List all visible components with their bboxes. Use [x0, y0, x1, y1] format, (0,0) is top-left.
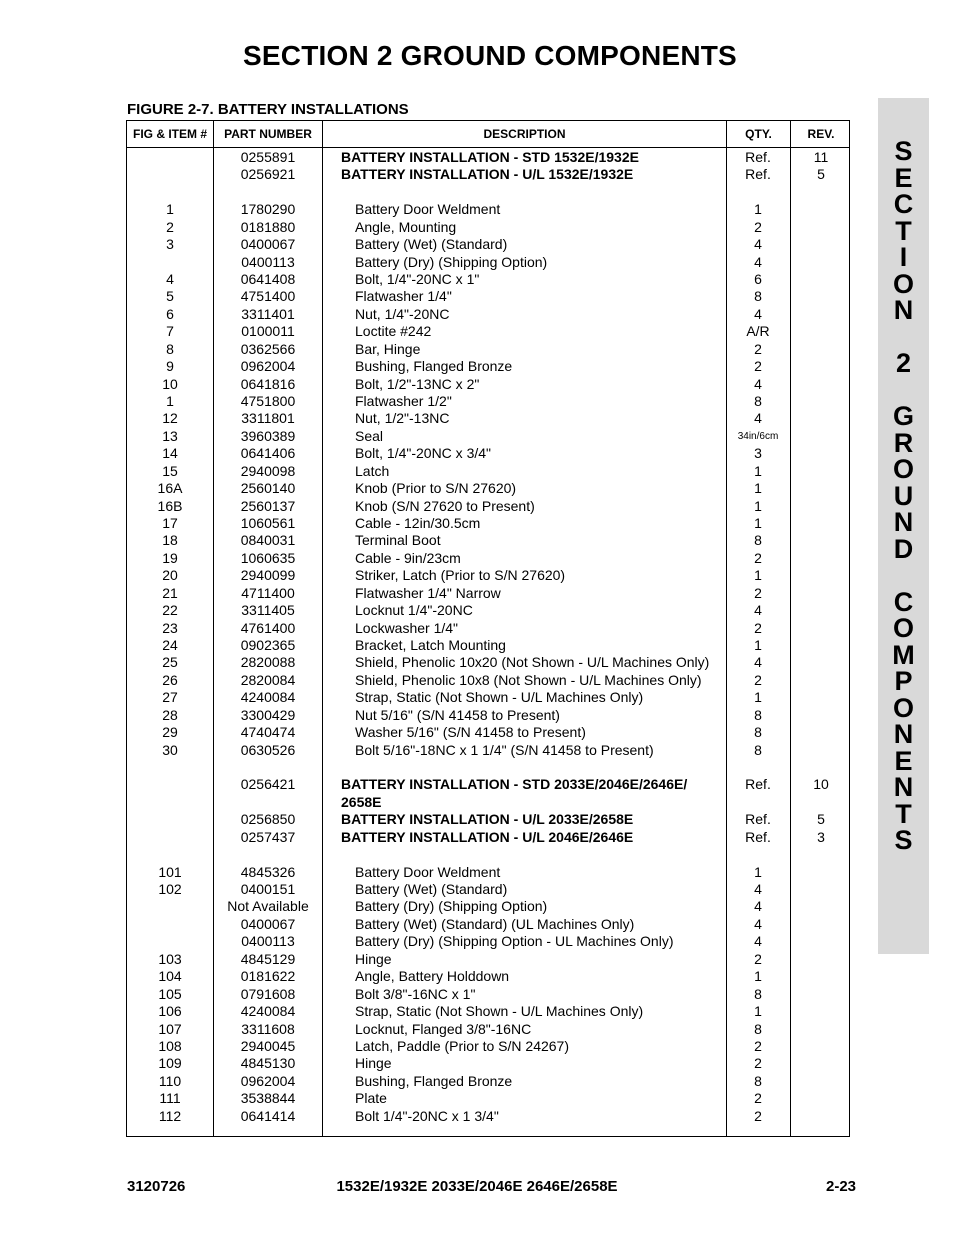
part-number-cell: 2940099 [240, 567, 296, 584]
qty-cell: 2 [754, 619, 762, 636]
fig-item-cell: 16A [157, 480, 183, 497]
qty-cell: Ref. [745, 828, 771, 845]
fig-item-cell: 9 [166, 358, 174, 375]
description-cell: Latch, Paddle (Prior to S/N 24267) [355, 1037, 570, 1054]
part-number-cell: 2940098 [240, 462, 296, 479]
part-number-cell: 0362566 [240, 340, 296, 357]
fig-item-cell: 29 [162, 724, 178, 741]
part-number-cell: 3311405 [241, 602, 295, 619]
description-cell: Nut, 1/2"-13NC [355, 410, 450, 427]
header-part-number: PART NUMBER [224, 127, 312, 141]
qty-cell: 1 [754, 497, 762, 514]
description-cell: Seal [355, 427, 384, 444]
sidebar-letter: O [892, 454, 914, 484]
qty-cell: 2 [754, 671, 762, 688]
fig-item-cell: 106 [158, 1003, 182, 1020]
fig-item-cell: 5 [166, 288, 174, 305]
qty-cell: 8 [754, 724, 762, 741]
qty-cell: 8 [754, 532, 762, 549]
description-cell: Battery (Wet) (Standard) [355, 881, 508, 898]
description-cell: Nut 5/16" (S/N 41458 to Present) [355, 706, 560, 723]
fig-item-cell: 10 [162, 375, 178, 392]
parts-table [126, 120, 850, 1137]
column-divider [790, 121, 791, 1136]
qty-cell: Ref. [745, 149, 771, 165]
description-cell: Flatwasher 1/4" Narrow [355, 584, 501, 601]
description-cell: Battery (Dry) (Shipping Option) [355, 898, 548, 915]
part-number-cell: 3300429 [240, 706, 296, 723]
table-header [127, 121, 849, 148]
qty-cell: 4 [754, 881, 762, 898]
qty-cell: 8 [754, 706, 762, 723]
qty-cell: 2 [754, 584, 762, 601]
qty-cell: 3 [754, 445, 762, 462]
fig-item-cell: 18 [162, 532, 178, 549]
part-number-cell: 0257437 [240, 828, 296, 845]
description-cell: Terminal Boot [355, 532, 441, 549]
description-cell: Bolt, 1/4"-20NC x 3/4" [355, 445, 492, 462]
fig-item-cell: 17 [162, 515, 178, 532]
description-cell: Washer 5/16" (S/N 41458 to Present) [355, 724, 586, 741]
footer-page-number: 2-23 [826, 1178, 857, 1195]
fig-item-cell: 109 [158, 1055, 182, 1072]
header-rev: REV. [807, 127, 835, 141]
qty-cell: 8 [754, 1020, 762, 1037]
sidebar-letter: D [893, 533, 914, 564]
description-cell: Bolt 1/4"-20NC x 1 3/4" [355, 1107, 499, 1124]
qty-cell: 1 [754, 567, 762, 584]
description-cell: Battery (Dry) (Shipping Option - UL Machines Only) [355, 933, 674, 950]
qty-cell: 2 [754, 1055, 762, 1072]
part-number-cell: 0641406 [240, 445, 296, 462]
part-number-cell: 4845130 [240, 1055, 296, 1072]
rev-cell: 5 [817, 166, 825, 183]
part-number-cell: 0962004 [240, 358, 296, 375]
description-cell: Bracket, Latch Mounting [355, 637, 506, 654]
fig-item-cell: 16B [157, 497, 183, 514]
description-cell: Bolt, 1/4"-20NC x 1" [355, 271, 480, 287]
sidebar-letter: N [893, 772, 914, 802]
part-number-cell: 0256921 [240, 166, 296, 183]
description-cell: Flatwasher 1/2" [355, 393, 452, 410]
fig-item-cell: 105 [158, 985, 182, 1002]
qty-cell: 6 [754, 271, 762, 287]
rev-cell: 3 [817, 828, 825, 845]
part-number-cell: 0400113 [241, 933, 295, 950]
fig-item-cell: 8 [166, 340, 174, 357]
description-cell: Shield, Phenolic 10x8 (Not Shown - U/L Machines Only) [355, 671, 702, 688]
description-cell: BATTERY INSTALLATION - U/L 1532E/1932E [341, 166, 634, 183]
qty-cell: 4 [754, 236, 762, 253]
description-cell: Nut, 1/4"-20NC [355, 305, 450, 322]
part-number-cell: 4845326 [240, 863, 296, 880]
qty-cell: 1 [754, 637, 762, 654]
part-number-cell: 2560137 [240, 497, 296, 514]
description-cell: Battery (Dry) (Shipping Option) [355, 253, 548, 270]
sidebar-letter: T [895, 215, 912, 246]
qty-cell: 2 [754, 1090, 762, 1107]
rev-cell: 11 [813, 149, 829, 165]
part-number-cell: 1780290 [240, 201, 296, 218]
part-number-cell: 0400067 [240, 915, 296, 932]
header-description: DESCRIPTION [483, 127, 566, 141]
section-title: SECTION 2 GROUND COMPONENTS [243, 40, 737, 71]
description-cell: BATTERY INSTALLATION - U/L 2046E/2646E [341, 828, 634, 845]
fig-item-cell: 6 [166, 305, 174, 322]
sidebar-letter: P [894, 666, 913, 696]
fig-item-cell: 101 [158, 863, 182, 880]
description-cell: BATTERY INSTALLATION - STD 2033E/2046E/2646E/ [341, 776, 688, 793]
description-cell: Bolt, 1/2"-13NC x 2" [355, 375, 480, 392]
part-number-cell: 4240084 [240, 689, 296, 706]
part-number-cell: 3538844 [240, 1090, 296, 1107]
fig-item-cell: 14 [162, 445, 178, 462]
description-cell: Striker, Latch (Prior to S/N 27620) [355, 567, 566, 584]
qty-cell: 2 [754, 340, 762, 357]
part-number-cell: 3311401 [241, 305, 295, 322]
qty-cell: 34in/6cm [737, 430, 779, 442]
sidebar-letter: C [893, 189, 914, 219]
sidebar-letter: R [893, 427, 914, 458]
sidebar-letter: C [893, 586, 914, 617]
part-number-cell: 0181880 [240, 218, 296, 235]
sidebar-letter: O [892, 613, 914, 643]
part-number-cell: 0641414 [240, 1107, 296, 1124]
qty-cell: 1 [754, 462, 762, 479]
description-cell: Flatwasher 1/4" [355, 288, 452, 305]
part-number-cell: 0100011 [241, 323, 295, 340]
part-number-cell: 0641408 [240, 271, 296, 287]
part-number-cell: 4240084 [240, 1003, 296, 1020]
part-number-cell: 0400151 [240, 881, 296, 898]
part-number-cell: 0181622 [240, 968, 296, 985]
qty-cell: 4 [754, 898, 762, 915]
fig-item-cell: 110 [158, 1072, 182, 1089]
fig-item-cell: 111 [159, 1090, 181, 1107]
sidebar-letter: N [893, 295, 914, 325]
description-cell: Loctite #242 [355, 323, 432, 340]
fig-item-cell: 2 [166, 218, 174, 235]
qty-cell: 4 [754, 375, 762, 392]
part-number-cell: 0962004 [240, 1072, 296, 1089]
part-number-cell: 0256421 [240, 776, 296, 793]
qty-cell: A/R [746, 323, 770, 340]
description-cell: Bushing, Flanged Bronze [355, 1072, 513, 1089]
qty-cell: 4 [754, 410, 762, 427]
qty-cell: 4 [754, 933, 762, 950]
description-cell: Bolt 5/16"-18NC x 1 1/4" (S/N 41458 to Present) [355, 741, 654, 758]
sidebar-letter: G [892, 401, 914, 431]
description-cell: Knob (S/N 27620 to Present) [355, 497, 535, 514]
part-number-cell: 2560140 [240, 480, 296, 497]
fig-item-cell: 27 [162, 689, 178, 706]
fig-item-cell: 30 [162, 741, 178, 758]
qty-cell: 1 [754, 1003, 762, 1020]
qty-cell: 8 [754, 393, 762, 410]
rev-cell: 10 [813, 776, 829, 793]
sidebar-gap [878, 324, 929, 351]
fig-item-cell: 108 [158, 1037, 182, 1054]
fig-item-cell: 21 [162, 584, 178, 601]
description-cell: Shield, Phenolic 10x20 (Not Shown - U/L Machines Only) [355, 654, 710, 671]
part-number-cell: 1060635 [240, 549, 296, 566]
fig-item-cell: 24 [162, 637, 178, 654]
part-number-cell: 2940045 [240, 1037, 296, 1054]
description-cell: Bolt 3/8"-16NC x 1" [355, 985, 476, 1002]
part-number-cell: 4751800 [240, 393, 296, 410]
part-number-cell: 0840031 [240, 532, 296, 549]
part-number-cell: 3311801 [241, 410, 295, 427]
description-cell: Battery Door Weldment [355, 201, 501, 218]
fig-item-cell: 102 [158, 881, 182, 898]
column-divider [322, 121, 323, 1136]
description-cell: Plate [355, 1090, 387, 1107]
sidebar-letter: O [892, 268, 914, 299]
sidebar-letter: 2 [895, 348, 912, 378]
qty-cell: 1 [754, 515, 762, 532]
description-cell: 2658E [341, 793, 382, 810]
part-number-cell: 0902365 [240, 637, 296, 654]
qty-cell: 4 [754, 915, 762, 932]
sidebar-label [878, 138, 929, 854]
description-cell: BATTERY INSTALLATION - STD 1532E/1932E [341, 149, 639, 165]
description-cell: Strap, Static (Not Shown - U/L Machines Only) [355, 689, 644, 706]
part-number-cell: 0400113 [241, 253, 295, 270]
part-number-cell: 4845129 [240, 950, 296, 967]
description-cell: Locknut, Flanged 3/8"-16NC [355, 1020, 532, 1037]
fig-item-cell: 107 [158, 1020, 182, 1037]
qty-cell: 4 [754, 305, 762, 322]
description-cell: Strap, Static (Not Shown - U/L Machines Only) [355, 1003, 644, 1020]
fig-item-cell: 26 [162, 671, 178, 688]
fig-item-cell: 20 [162, 567, 178, 584]
sidebar-gap [878, 562, 929, 589]
qty-cell: 1 [754, 201, 762, 218]
description-cell: Hinge [355, 1055, 392, 1072]
part-number-cell: 0400067 [240, 236, 296, 253]
part-number-cell: 2820084 [240, 671, 296, 688]
fig-item-cell: 7 [166, 323, 174, 340]
rev-cell: 5 [817, 811, 825, 828]
fig-item-cell: 25 [162, 654, 178, 671]
fig-item-cell: 19 [162, 549, 178, 566]
sidebar-letter: N [893, 719, 914, 749]
qty-cell: 1 [754, 863, 762, 880]
qty-cell: 8 [754, 288, 762, 305]
description-cell: Angle, Battery Holddown [355, 968, 510, 985]
part-number-cell: 3960389 [240, 427, 296, 444]
description-cell: Bushing, Flanged Bronze [355, 358, 513, 375]
description-cell: Battery Door Weldment [355, 863, 501, 880]
footer-models: 1532E/1932E 2033E/2046E 2646E/2658E [336, 1178, 618, 1195]
qty-cell: 8 [754, 741, 762, 758]
part-number-cell: 4751400 [240, 288, 296, 305]
fig-item-cell: 4 [166, 271, 174, 287]
fig-item-cell: 23 [162, 619, 178, 636]
fig-item-cell: 103 [158, 950, 182, 967]
description-cell: Latch [355, 462, 390, 479]
footer-document-number: 3120726 [127, 1178, 186, 1195]
fig-item-cell: 104 [158, 968, 182, 985]
sidebar-letter: U [893, 480, 914, 511]
sidebar-letter: E [894, 162, 913, 193]
fig-item-cell: 3 [166, 236, 174, 253]
sidebar-letter: N [893, 507, 914, 537]
fig-item-cell: 12 [162, 410, 178, 427]
qty-cell: 2 [754, 1037, 762, 1054]
description-cell: Hinge [355, 950, 392, 967]
fig-item-cell: 22 [162, 602, 178, 619]
fig-item-cell: 15 [162, 462, 178, 479]
qty-cell: 8 [754, 985, 762, 1002]
qty-cell: 2 [754, 1107, 762, 1124]
sidebar-gap [878, 377, 929, 404]
qty-cell: 1 [754, 968, 762, 985]
qty-cell: 4 [754, 253, 762, 270]
part-number-cell: 4711400 [241, 584, 295, 601]
part-number-cell: 0630526 [240, 741, 296, 758]
description-cell: Bar, Hinge [355, 340, 421, 357]
description-cell: Cable - 9in/23cm [355, 549, 461, 566]
description-cell: Battery (Wet) (Standard) (UL Machines Only) [355, 915, 635, 932]
fig-item-cell: 28 [162, 706, 178, 723]
sidebar-letter: T [895, 798, 912, 829]
part-number-cell: 2820088 [240, 654, 296, 671]
qty-cell: 2 [754, 950, 762, 967]
qty-cell: Ref. [745, 776, 771, 793]
sidebar-letter: I [899, 242, 908, 272]
description-cell: Knob (Prior to S/N 27620) [355, 480, 517, 497]
part-number-cell: 0255891 [240, 149, 296, 165]
qty-cell: 1 [754, 689, 762, 706]
part-number-cell: Not Available [227, 898, 309, 915]
header-fig: FIG & ITEM # [132, 127, 207, 141]
sidebar-letter: S [894, 136, 913, 166]
description-cell: Lockwasher 1/4" [355, 619, 459, 636]
qty-cell: Ref. [745, 811, 771, 828]
fig-item-cell: 112 [158, 1107, 182, 1124]
qty-cell: 2 [754, 358, 762, 375]
qty-cell: Ref. [745, 166, 771, 183]
description-cell: Angle, Mounting [355, 218, 457, 235]
part-number-cell: 4740474 [240, 724, 296, 741]
fig-item-cell: 13 [162, 427, 178, 444]
qty-cell: 2 [754, 218, 762, 235]
sidebar-letter: S [894, 825, 913, 855]
part-number-cell: 4761400 [240, 619, 296, 636]
sidebar-letter: O [892, 692, 914, 723]
header-qty: QTY. [745, 127, 772, 141]
part-number-cell: 0641816 [240, 375, 296, 392]
section-sidebar-tab [878, 98, 929, 954]
description-cell: Cable - 12in/30.5cm [355, 515, 481, 532]
description-cell: BATTERY INSTALLATION - U/L 2033E/2658E [341, 811, 634, 828]
part-number-cell: 3311608 [241, 1020, 295, 1037]
sidebar-letter: E [894, 745, 913, 776]
part-number-cell: 1060561 [240, 515, 296, 532]
fig-item-cell: 1 [166, 201, 174, 218]
description-cell: Locknut 1/4"-20NC [355, 602, 473, 619]
description-cell: Battery (Wet) (Standard) [355, 236, 508, 253]
fig-item-cell: 1 [166, 393, 174, 410]
figure-title: FIGURE 2-7. BATTERY INSTALLATIONS [127, 101, 409, 118]
qty-cell: 1 [754, 480, 762, 497]
qty-cell: 2 [754, 549, 762, 566]
qty-cell: 4 [754, 602, 762, 619]
qty-cell: 8 [754, 1072, 762, 1089]
sidebar-letter: M [892, 639, 915, 670]
part-number-cell: 0256850 [240, 811, 296, 828]
qty-cell: 4 [754, 654, 762, 671]
part-number-cell: 0791608 [240, 985, 296, 1002]
